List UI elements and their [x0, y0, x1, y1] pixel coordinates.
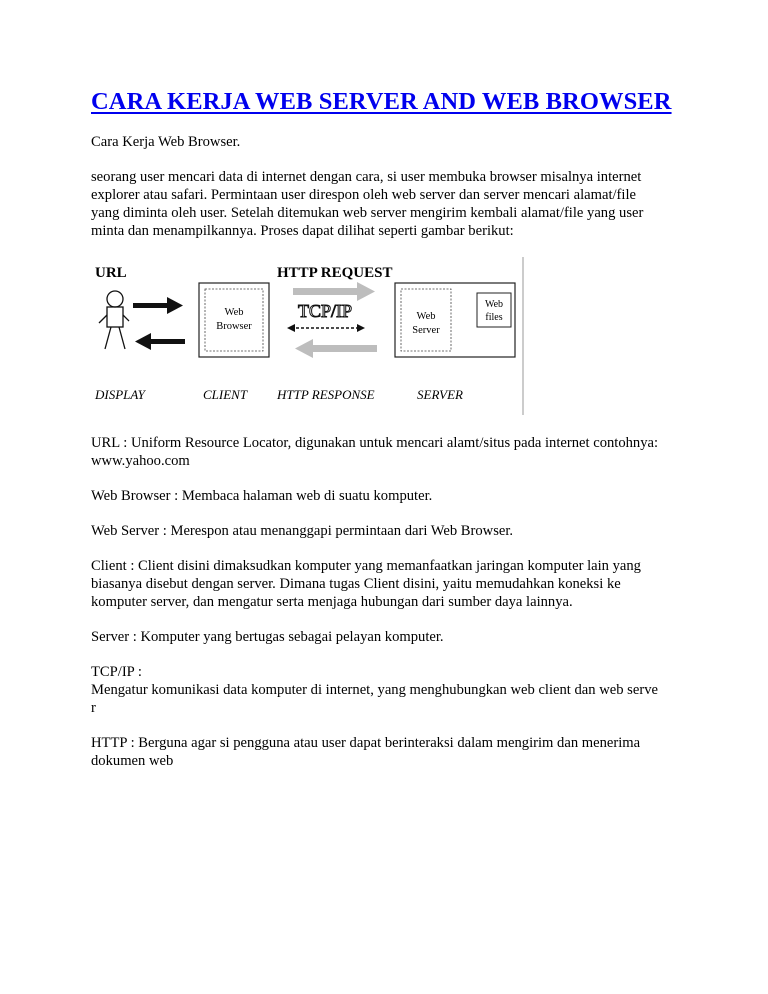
definition-http	[91, 734, 691, 770]
web-browser-box	[199, 283, 269, 357]
request-arrow-icon	[133, 297, 183, 314]
client-label: CLIENT	[203, 387, 248, 402]
definition-line: r	[91, 700, 96, 716]
http-response-arrow-icon	[295, 339, 377, 358]
definition-line: HTTP : Berguna agar si pengguna atau user dapat berinteraksi dalam mengirim dan menerima	[91, 735, 641, 751]
definition-line: komputer server, dan mengatur serta menjaga hubungan dari sumber daya lainnya.	[91, 594, 573, 610]
definition-web-server	[91, 522, 691, 540]
document-page	[91, 88, 691, 787]
definition-server	[91, 628, 691, 646]
intro-line: minta dan menampilkannya. Proses dapat dilihat seperti gambar berikut:	[91, 223, 514, 239]
arrow-left-icon	[287, 324, 295, 332]
user-figure-icon	[99, 291, 129, 349]
definition-line: Mengatur komunikasi data komputer di internet, yang menghubungkan web client dan web serve	[91, 682, 658, 698]
web-browser-label: Web	[224, 307, 244, 318]
definition-line: www.yahoo.com	[91, 453, 190, 469]
web-browser-label: Browser	[216, 321, 252, 332]
intro-line: explorer atau safari. Permintaan user direspon oleh web server dan server mencari alamat/file	[91, 187, 636, 203]
web-server-label: Web	[416, 311, 436, 322]
definition-tcpip	[91, 663, 691, 717]
http-request-arrow-icon	[293, 282, 375, 301]
http-request-label: HTTP REQUEST	[277, 265, 393, 281]
definition-web-browser	[91, 487, 691, 505]
intro-line: seorang user mencari data di internet dengan cara, si user membuka browser misalnya internet	[91, 169, 642, 185]
subtitle-text: Cara Kerja Web Browser.	[91, 134, 241, 150]
page-title: CARA KERJA WEB SERVER AND WEB BROWSER	[91, 88, 672, 115]
definition-line: TCP/IP :	[91, 664, 142, 680]
tcp-ip-label: TCP/IP	[297, 301, 353, 321]
definition-line: Client : Client disini dimaksudkan komputer yang memanfaatkan jaringan komputer lain yang	[91, 558, 641, 574]
web-server-box	[395, 283, 515, 357]
intro-line: yang diminta oleh user. Setelah ditemukan web server mengirim kembali alamat/file yang user	[91, 205, 644, 221]
response-arrow-icon	[135, 333, 185, 350]
web-server-label: Server	[412, 325, 440, 336]
web-architecture-diagram	[91, 257, 527, 417]
definition-line: Web Server : Merespon atau menanggapi permintaan dari Web Browser.	[91, 523, 514, 539]
server-label: SERVER	[417, 387, 463, 402]
web-files-label: files	[485, 312, 503, 323]
definition-line: Server : Komputer yang bertugas sebagai pelayan komputer.	[91, 629, 444, 645]
definition-line: URL : Uniform Resource Locator, digunakan untuk mencari alamt/situs pada internet contohnya:	[91, 435, 659, 451]
web-files-label: Web	[484, 299, 504, 310]
url-label: URL	[95, 265, 127, 281]
definition-line: Web Browser : Membaca halaman web di suatu komputer.	[91, 488, 433, 504]
subtitle	[91, 133, 691, 151]
definition-line: biasanya disebut dengan server. Dimana tugas Client disini, yaitu memudahkan koneksi ke	[91, 576, 621, 592]
definition-url	[91, 434, 691, 470]
definition-client	[91, 557, 691, 611]
arrow-right-icon	[357, 324, 365, 332]
display-label: DISPLAY	[95, 387, 145, 402]
intro-paragraph	[91, 168, 691, 240]
http-response-label: HTTP RESPONSE	[277, 387, 375, 402]
definition-line: dokumen web	[91, 753, 174, 769]
